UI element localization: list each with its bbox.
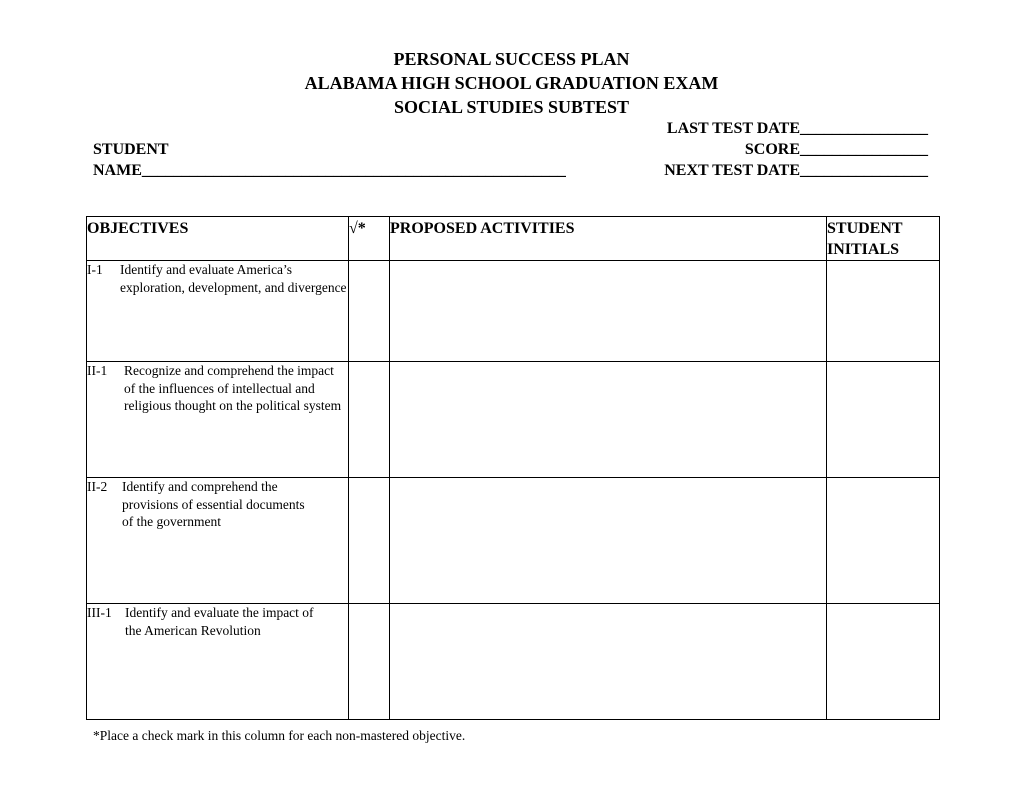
table-row: [87, 604, 940, 720]
objective-cell: [87, 478, 349, 604]
header-student-initials: STUDENT INITIALS: [827, 217, 940, 261]
header-objectives: OBJECTIVES: [87, 217, 349, 261]
initials-cell[interactable]: [827, 362, 940, 478]
initials-cell[interactable]: [827, 261, 940, 362]
header-check-mark: √*: [349, 217, 390, 261]
footnote: *Place a check mark in this column for each non-mastered objective.: [93, 728, 466, 743]
student-label: STUDENT: [93, 141, 169, 158]
check-cell[interactable]: [349, 604, 390, 720]
success-plan-table: [86, 216, 940, 720]
objective-code: II-2: [87, 479, 108, 494]
header-proposed-activities: PROPOSED ACTIVITIES: [390, 217, 827, 261]
initials-cell[interactable]: [827, 478, 940, 604]
table-row: [87, 261, 940, 362]
initials-cell[interactable]: [827, 604, 940, 720]
activities-cell[interactable]: [390, 604, 827, 720]
objective-code: III-1: [87, 605, 112, 620]
activities-cell[interactable]: [390, 362, 827, 478]
table-row: [87, 362, 940, 478]
objective-code: I-1: [87, 262, 103, 277]
objective-code: II-1: [87, 363, 108, 378]
objective-cell: [87, 261, 349, 362]
check-cell[interactable]: [349, 261, 390, 362]
title-personal-success-plan: PERSONAL SUCCESS PLAN: [393, 49, 630, 69]
title-subtest: SOCIAL STUDIES SUBTEST: [393, 97, 630, 117]
check-cell[interactable]: [349, 362, 390, 478]
title-exam-name: ALABAMA HIGH SCHOOL GRADUATION EXAM: [304, 73, 719, 93]
objective-text: Identify and evaluate America’s exploration, development, and divergence: [120, 262, 347, 295]
score-field: SCORE________________: [744, 141, 928, 158]
last-test-date-field: LAST TEST DATE________________: [666, 120, 928, 137]
objective-cell: [87, 604, 349, 720]
objective-text: Identify and evaluate the impact of the American Revolution: [125, 605, 314, 638]
table-header-row: [87, 217, 940, 261]
activities-cell[interactable]: [390, 478, 827, 604]
check-cell[interactable]: [349, 478, 390, 604]
activities-cell[interactable]: [390, 261, 827, 362]
objective-cell: [87, 362, 349, 478]
table-row: [87, 478, 940, 604]
student-name-field: NAME_____________________________________________________: [93, 162, 566, 179]
next-test-date-field: NEXT TEST DATE________________: [664, 162, 928, 179]
objective-text: Recognize and comprehend the impact of the influences of intellectual and religious thought on the political system: [124, 363, 342, 414]
objective-text: Identify and comprehend the provisions of essential documents of the government: [122, 479, 305, 530]
